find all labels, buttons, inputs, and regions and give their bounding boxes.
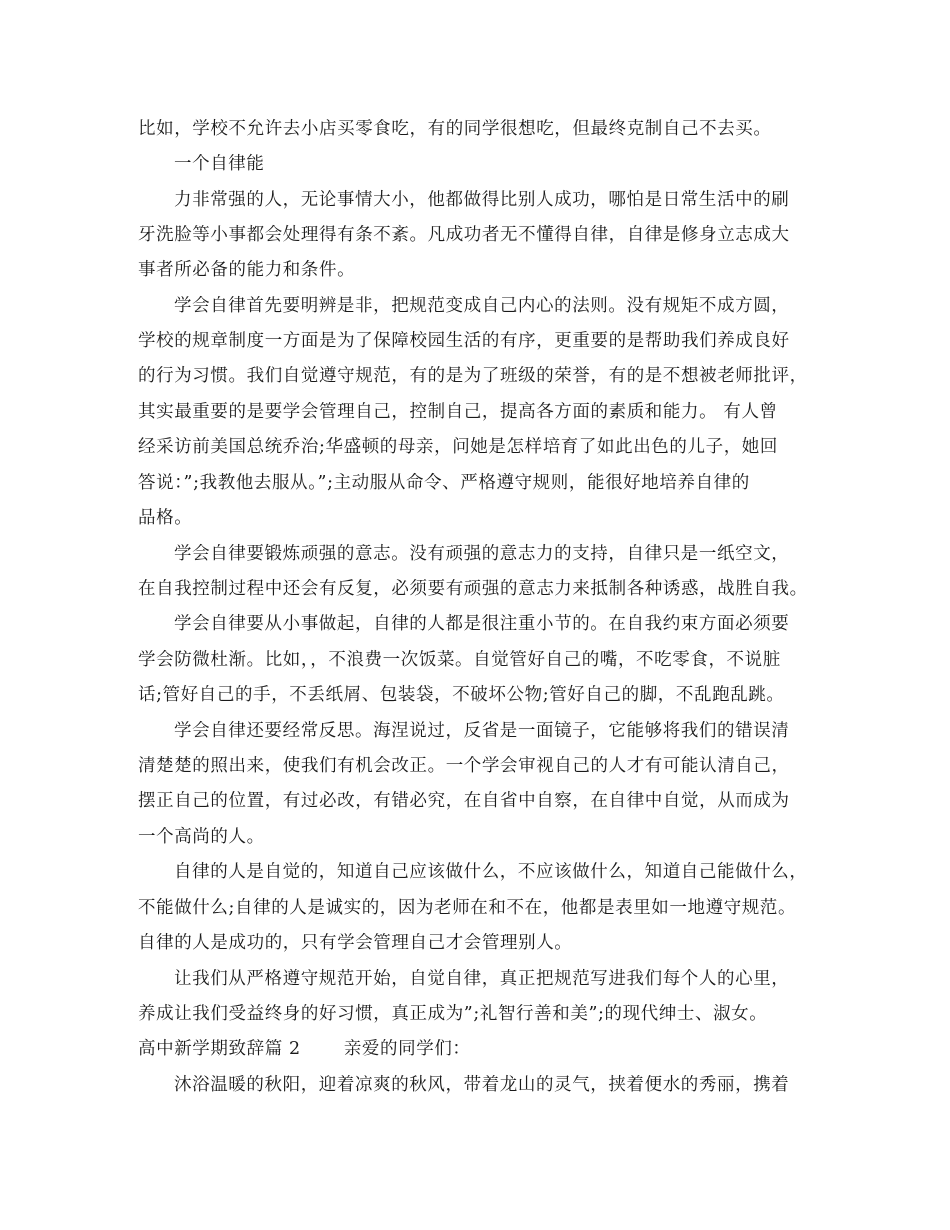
section-heading-line: 高中新学期致辞篇 2 亲爱的同学们：: [138, 1039, 471, 1059]
text-line-12: 品格。: [138, 508, 193, 528]
text-line-26: 养成让我们受益终身的好习惯，真正成为”;礼智行善和美”;的现代绅士、淑女。: [138, 1004, 768, 1024]
text-line-17: 话;管好自己的手，不丢纸屑、包装袋，不破坏公物;管好自己的脚，不乱跑乱跳。: [138, 685, 785, 705]
text-line-28: 沐浴温暖的秋阳，迎着凉爽的秋风，带着龙山的灵气，挟着便水的秀丽，携着: [174, 1075, 790, 1095]
text-line-1: 比如，学校不允许去小店买零食吃，有的同学很想吃，但最终克制自己不去买。: [138, 119, 772, 139]
text-line-22: 自律的人是自觉的，知道自己应该做什么，不应该做什么，知道自己能做什么，: [174, 862, 808, 882]
text-line-16: 学会防微杜渐。比如，，不浪费一次饭菜。自觉管好自己的嘴，不吃零食，不说脏: [138, 650, 781, 670]
text-line-20: 摆正自己的位置，有过必改，有错必究，在自省中自察，在自律中自觉，从而成为: [138, 791, 790, 811]
text-line-14: 在自我控制过程中还会有反复，必须要有顽强的意志力来抵制各种诱惑，战胜自我。: [138, 579, 808, 599]
text-line-4: 牙洗脸等小事都会处理得有条不紊。凡成功者无不懂得自律，自律是修身立志成大: [138, 225, 790, 245]
text-line-13: 学会自律要锻炼顽强的意志。没有顽强的意志力的支持，自律只是一纸空文，: [174, 544, 790, 564]
text-line-24: 自律的人是成功的，只有学会管理自己才会管理别人。: [138, 933, 573, 953]
text-line-7: 学校的规章制度一方面是为了保障校园生活的有序，更重要的是帮助我们养成良好: [138, 331, 790, 351]
text-line-23: 不能做什么;自律的人是诚实的，因为老师在和不在，他都是表里如一地遵守规范。: [138, 898, 797, 918]
text-line-18: 学会自律还要经常反思。海涅说过，反省是一面镜子，它能够将我们的错误清: [174, 721, 790, 741]
text-line-6: 学会自律首先要明辨是非，把规范变成自己内心的法则。没有规矩不成方圆，: [174, 296, 790, 316]
text-line-21: 一个高尚的人。: [138, 827, 265, 847]
text-line-15: 学会自律要从小事做起，自律的人都是很注重小节的。在自我约束方面必须要: [174, 614, 790, 634]
text-line-3: 力非常强的人，无论事情大小，他都做得比别人成功，哪怕是日常生活中的刷: [174, 190, 790, 210]
text-line-5: 事者所必备的能力和条件。: [138, 260, 356, 280]
text-line-2: 一个自律能: [174, 154, 265, 174]
text-line-11: 答说：”;我教他去服从。”;主动服从命令、严格遵守规则，能很好地培养自律的: [138, 473, 750, 493]
text-line-8: 的行为习惯。我们自觉遵守规范，有的是为了班级的荣誉，有的是不想被老师批评，: [138, 366, 808, 386]
text-line-9: 其实最重要的是要学会管理自己，控制自己，提高各方面的素质和能力。 有人曾: [138, 402, 778, 422]
text-line-25: 让我们从严格遵守规范开始，自觉自律，真正把规范写进我们每个人的心里，: [174, 969, 790, 989]
text-line-19: 清楚楚的照出来，使我们有机会改正。一个学会审视自己的人才有可能认清自己，: [138, 756, 790, 776]
text-line-10: 经采访前美国总统乔治;华盛顿的母亲，问她是怎样培育了如此出色的儿子，她回: [138, 437, 778, 457]
